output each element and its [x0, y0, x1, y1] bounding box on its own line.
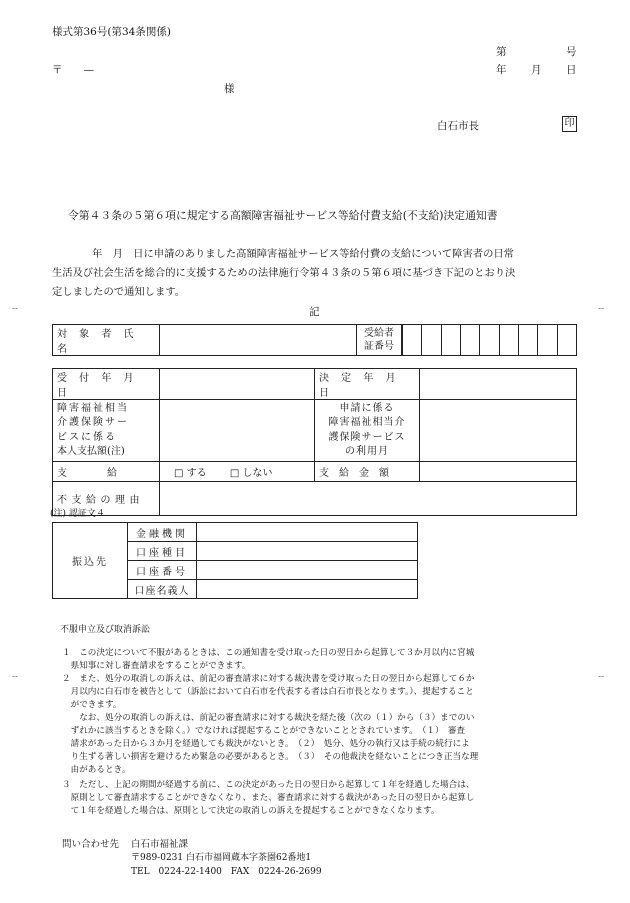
recipient-digit: [480, 325, 499, 356]
appeal-heading: 不服申立及び取消訴訟: [60, 625, 151, 635]
receipt-date-value: [160, 369, 315, 400]
appeal-line: り生ずる著しい損害を避けるため緊急の必要があるとき。 （３） その他裁決を経ないことにつき正当な理: [62, 752, 479, 762]
contact-office: 白石市福祉課: [131, 839, 189, 850]
account-holder-value: [197, 580, 418, 599]
appeal-line: 請求があった日から３か月を経過しても裁決がないとき。 （２） 処分、処分の執行又は手続の続行によ: [62, 739, 470, 749]
margin-mark-right-bottom: --: [598, 672, 605, 682]
account-type-value: [197, 542, 418, 561]
name-label: 対 象 者 氏 名: [53, 325, 160, 356]
usage-month-value: [420, 400, 577, 462]
appeal-line: 原則として審査請求することができなくなり、また、審査請求に対する裁決があった日の翌日から起算し: [62, 793, 475, 803]
usage-month-label: 申請に係る 障害福祉相当介 護保険サービス の利用月: [315, 400, 420, 462]
transfer-label: 振込先: [53, 523, 128, 599]
table-decision: [52, 368, 577, 516]
appeal-line: て１年を経過した場合は、原則として決定の取消しの訴えを提起することができなくなります。: [62, 806, 440, 816]
account-number-label: 口座番号: [128, 561, 197, 580]
intro-line-1: 年 月 日に申請のありました高額障害福祉サービス等給付費の支給について障害者の日常: [92, 248, 514, 260]
dai-label: 第: [496, 46, 507, 58]
self-payment-label: 障害福祉相当 介護保険サー ビスに係る 本人支払額(注): [53, 400, 160, 462]
self-payment-value: [160, 400, 315, 462]
recipient-number-label: 受給者 証番号: [357, 325, 402, 356]
account-number-value: [197, 561, 418, 580]
name-value-cell: [160, 325, 357, 356]
decision-date-value: [420, 369, 577, 400]
contact-label: 問い合わせ先: [62, 839, 120, 850]
ki-heading: 記: [309, 306, 320, 318]
amount-value: [420, 462, 577, 482]
option-yes[interactable]: □ する: [174, 468, 207, 479]
addressee-sama: 様: [224, 83, 235, 95]
receipt-date-label: 受 付 年 月 日: [53, 369, 160, 400]
shikyu-label: 支 給: [53, 462, 160, 482]
bank-label: 金融機関: [128, 523, 197, 542]
recipient-digit: [499, 325, 518, 356]
note-text: (注) 認証文４: [50, 509, 105, 519]
appeal-line: なお、処分の取消しの訴えは、前記の審査請求に対する裁決を経た後（次の（１）から（３）までのい: [62, 713, 475, 723]
recipient-digit: [538, 325, 557, 356]
appeal-line: ができます。: [62, 700, 122, 710]
margin-mark-left-top: --: [12, 304, 19, 314]
intro-line-3: 定しましたので通知します。: [52, 286, 186, 298]
appeal-line: ２ また、処分の取消しの訴えは、前記の審査請求に対する裁決書を受け取った日の翌日から起算して６か: [62, 674, 475, 684]
seal-box: 印: [562, 116, 577, 132]
decision-date-label: 決 定 年 月 日: [315, 369, 420, 400]
margin-mark-right-top: --: [598, 304, 605, 314]
shikyu-options: [160, 462, 315, 482]
account-type-label: 口座種目: [128, 542, 197, 561]
recipient-digit: [518, 325, 537, 356]
recipient-digit: [403, 325, 422, 356]
bank-value: [197, 523, 418, 542]
appeal-line: ３ ただし、上記の期間が経過する前に、この決定があった日の翌日から起算して１年を経過した場合は、: [62, 780, 475, 790]
day-label: 日: [566, 64, 577, 76]
table-transfer: [52, 522, 418, 599]
reason-label: 不支給の理由: [53, 482, 160, 516]
option-no[interactable]: □ しない: [229, 468, 273, 479]
appeal-line: 由があるとき。: [62, 765, 131, 775]
document-title: 令第４３条の５第６項に規定する高額障害福祉サービス等給付費支給(不支給)決定通知書: [68, 209, 498, 222]
issuer-name: 白石市長: [437, 120, 479, 132]
appeal-line: 県知事に対し審査請求をすることができます。: [62, 661, 251, 671]
appeal-line: １ この決定について不服があるときは、この通知書を受け取った日の翌日から起算して３か月以内に宮城: [62, 648, 475, 658]
year-label: 年: [496, 64, 507, 76]
table-recipient: [52, 324, 577, 356]
form-number: 様式第36号(第34条関係): [52, 26, 171, 38]
contact-phone: TEL 0224-22-1400 FAX 0224-26-2699: [131, 867, 322, 877]
recipient-digit: [441, 325, 460, 356]
recipient-digit: [460, 325, 479, 356]
recipient-digit: [557, 325, 576, 356]
recipient-digit: [422, 325, 441, 356]
intro-line-2: 生活及び社会生活を総合的に支援するための法律施行令第４３条の５第６項に基づき下記のとおり決: [52, 267, 516, 279]
month-label: 月: [531, 64, 542, 76]
account-holder-label: 口座名義人: [128, 580, 197, 599]
reason-value: [160, 482, 577, 516]
go-label: 号: [566, 46, 577, 58]
contact-address: 〒989-0231 白石市福岡蔵本字茶園62番地1: [131, 853, 312, 863]
amount-label: 支 給 金 額: [315, 462, 420, 482]
postal-code: 〒 —: [52, 64, 94, 76]
margin-mark-left-bottom: --: [12, 672, 19, 682]
appeal-line: ずれかに該当するときを除く。）でなければ提起することができないこととされています。 （１） 審査: [62, 726, 466, 736]
appeal-line: 月以内に白石市を被告として（訴訟において白石市を代表する者は白石市長となります。）、提起すること: [62, 687, 474, 697]
